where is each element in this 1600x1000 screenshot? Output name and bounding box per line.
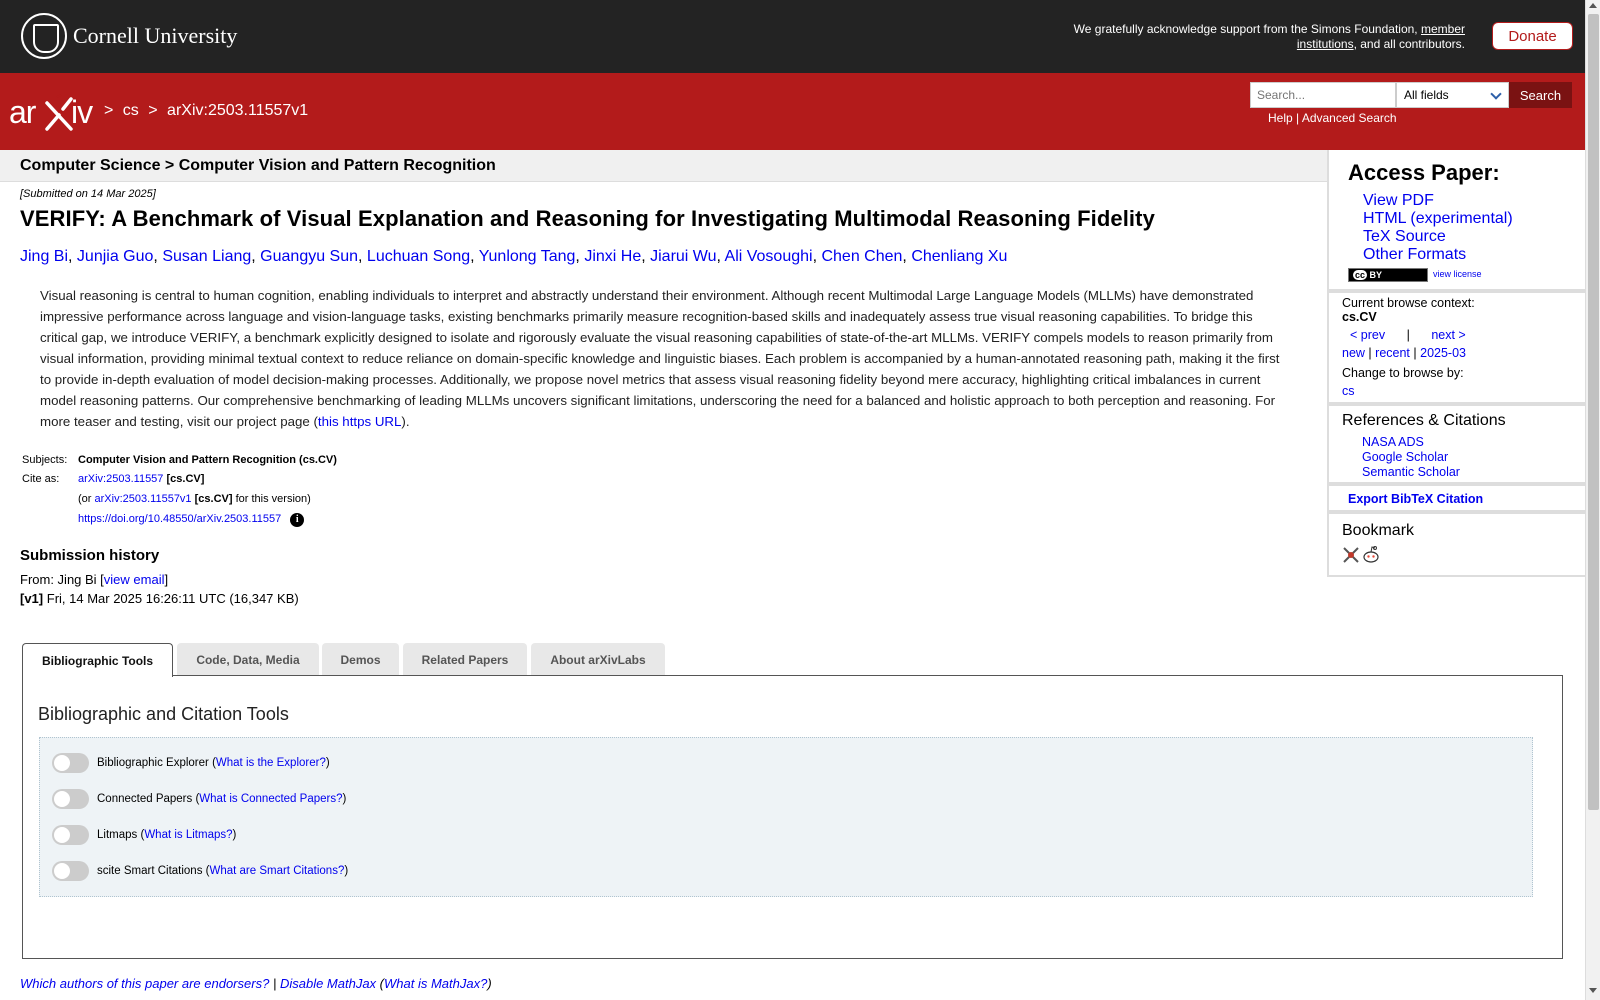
- doi: [78, 513, 304, 527]
- toggle-switch[interactable]: [52, 789, 89, 809]
- tool-help-link[interactable]: What are Smart Citations?: [209, 865, 345, 877]
- new-link[interactable]: new: [1342, 346, 1365, 360]
- cite-label: Cite as:: [22, 473, 60, 485]
- view-email-link[interactable]: view email: [103, 572, 165, 587]
- search-field-select[interactable]: [1396, 82, 1509, 108]
- nasa-ads-link[interactable]: NASA ADS: [1362, 435, 1424, 449]
- reddit-icon[interactable]: [1362, 545, 1380, 565]
- html-experimental-link[interactable]: HTML (experimental): [1363, 210, 1513, 227]
- search-field-value: All fields: [1404, 88, 1449, 102]
- version-tag: [v1]: [20, 591, 44, 606]
- search-input[interactable]: [1250, 82, 1396, 108]
- tool-help-link[interactable]: What is Litmaps?: [144, 829, 233, 841]
- browse-cs-link[interactable]: cs: [1342, 384, 1355, 398]
- cc-by: BY: [1369, 270, 1383, 280]
- tab-code-data-media[interactable]: Code, Data, Media: [177, 643, 319, 676]
- project-page-link[interactable]: this https URL: [317, 414, 402, 429]
- author-link[interactable]: Jing Bi: [20, 248, 69, 265]
- sep: |: [1368, 346, 1372, 360]
- bookmark-section: [1329, 514, 1585, 577]
- scroll-up-icon[interactable]: [1589, 3, 1597, 8]
- recent-link[interactable]: recent: [1375, 346, 1410, 360]
- month-link[interactable]: 2025-03: [1420, 346, 1466, 360]
- tools-box: [39, 737, 1533, 897]
- author-link[interactable]: Susan Liang: [162, 248, 252, 265]
- paper-title: VERIFY: A Benchmark of Visual Explanation and Reasoning for Investigating Multimodal Reasoning Fidelity: [20, 206, 1155, 231]
- tool-row-scite: scite Smart Citations ( What are Smart Citations? ): [52, 861, 348, 881]
- bibsonomy-icon[interactable]: [1342, 546, 1360, 564]
- tool-label: Litmaps: [97, 829, 138, 841]
- category-path: Computer Science > Computer Vision and Pattern Recognition: [20, 157, 496, 174]
- version-v1: [20, 591, 299, 606]
- cite-version-link[interactable]: arXiv:2503.11557v1: [94, 493, 192, 505]
- tool-label: Bibliographic Explorer: [97, 757, 209, 769]
- submission-from: [20, 572, 168, 587]
- tab-panel: [22, 675, 1563, 959]
- bookmark-title: Bookmark: [1342, 522, 1415, 539]
- doi-link[interactable]: https://doi.org/10.48550/arXiv.2503.11557: [78, 513, 282, 525]
- cornell-logo[interactable]: [21, 13, 237, 59]
- breadcrumb-cs[interactable]: cs: [122, 102, 139, 119]
- prev-next-row: [1350, 328, 1466, 342]
- references-links: [1362, 435, 1460, 480]
- prev-next-sep: |: [1406, 328, 1410, 342]
- abstract-text: Visual reasoning is central to human cognition, enabling individuals to interpret and abstractly understand their environment. Although recent Multimodal Large Language Models (MLLMs) have demonstrated impressive performance across language and vision-language tasks, existing benchmarks primarily measure recognition-based skills and inadequately assess true visual reasoning capabilities. To bridge this critical gap, we introduce VERIFY, a benchmark explicitly designed to isolate and rigorously evaluate the visual reasoning capabilities of state-of-the-art MLLMs. VERIFY compels models to reason primarily from visual information, providing minimal textual context to reduce reliance on domain-specific knowledge and linguistic biases. Each problem is accompanied by a human-annotated reasoning path, making it the first to provide in-depth evaluation of model decision-making processes. Additionally, we propose novel metrics that assess visual reasoning fidelity beyond mere accuracy, highlighting critical imbalances in current model reasoning patterns. Our comprehensive benchmarking of leading MLLMs uncovers significant limitations, underscoring the need for a balanced and holistic approach to both perception and reasoning. For more teaser and testing, visit our project page (: [40, 288, 1280, 429]
- cite-version-category: [cs.CV]: [194, 493, 233, 505]
- view-license-link[interactable]: view license: [1433, 269, 1482, 279]
- help-link[interactable]: Help: [1268, 111, 1293, 125]
- author-list: Jing Bi, Junjia Guo, Susan Liang, Guangyu Sun, Luchuan Song, Yunlong Tang, Jinxi He, Jiarui Wu, Ali Vosoughi, Chen Chen, Chenliang Xu: [20, 248, 1008, 265]
- access-links: [1363, 192, 1513, 264]
- endorsers-link[interactable]: Which authors of this paper are endorsers?: [20, 976, 270, 991]
- browse-context-value: cs.CV: [1342, 310, 1377, 324]
- cc-license-icon[interactable]: [1348, 268, 1428, 282]
- new-recent-row: [1342, 346, 1466, 360]
- footer-links: Which authors of this paper are endorsers? | Disable MathJax (What is MathJax?): [20, 976, 492, 991]
- author-link[interactable]: Jinxi He: [584, 248, 642, 265]
- cite-value: [78, 473, 204, 485]
- search-button[interactable]: Search: [1509, 82, 1572, 108]
- subjects-label: Subjects:: [22, 454, 68, 466]
- toggle-switch[interactable]: [52, 825, 89, 845]
- from-suffix: ]: [164, 572, 169, 587]
- breadcrumb-sep: >: [148, 102, 158, 119]
- change-browse-label: Change to browse by:: [1342, 366, 1464, 380]
- tex-source-link[interactable]: TeX Source: [1363, 228, 1446, 245]
- chevron-down-icon: [1490, 88, 1501, 99]
- footer-sep: |: [272, 976, 277, 991]
- tool-help-link[interactable]: What is Connected Papers?: [199, 793, 343, 805]
- author-link[interactable]: Chenliang Xu: [911, 248, 1008, 265]
- member-institutions-link[interactable]: member institutions: [1296, 22, 1465, 51]
- cite-version: [78, 493, 311, 505]
- tool-row-connected-papers: Connected Papers ( What is Connected Papers? ): [52, 789, 346, 809]
- tab-bibliographic-tools[interactable]: Bibliographic Tools: [22, 643, 173, 677]
- cite-id-link[interactable]: arXiv:2503.11557: [78, 473, 164, 485]
- svg-text:ar: ar: [9, 94, 36, 130]
- donate-button[interactable]: Donate: [1492, 22, 1573, 50]
- svg-text:iv: iv: [71, 94, 93, 130]
- next-link[interactable]: next >: [1431, 328, 1466, 342]
- panel-title: Bibliographic and Citation Tools: [38, 704, 289, 724]
- author-link[interactable]: Yunlong Tang: [478, 248, 576, 265]
- author-link[interactable]: Luchuan Song: [366, 248, 471, 265]
- sep: |: [1413, 346, 1417, 360]
- author-link[interactable]: Jiarui Wu: [650, 248, 717, 265]
- export-section: [1329, 486, 1585, 514]
- breadcrumb: [104, 102, 313, 120]
- tool-help-link[interactable]: What is the Explorer?: [215, 757, 326, 769]
- other-formats-link[interactable]: Other Formats: [1363, 246, 1467, 263]
- breadcrumb-sep: >: [104, 102, 114, 119]
- arxiv-logo-icon[interactable]: [9, 93, 101, 135]
- support-text: [1045, 22, 1465, 52]
- references-section: [1329, 406, 1585, 486]
- tool-label: Connected Papers: [97, 793, 193, 805]
- arxiv-header: [0, 73, 1585, 150]
- prev-link[interactable]: < prev: [1350, 328, 1386, 342]
- advanced-search-link[interactable]: Advanced Search: [1301, 111, 1397, 125]
- scrollbar-thumb[interactable]: [1588, 14, 1599, 810]
- author-link[interactable]: Chen Chen: [821, 248, 903, 265]
- tool-row-bibliographic-explorer: Bibliographic Explorer ( What is the Explorer? ): [52, 753, 330, 773]
- tab-about-arxivlabs[interactable]: About arXivLabs: [531, 643, 665, 676]
- support-text-2: , and all contributors.: [1353, 37, 1465, 51]
- sidebar: [1327, 150, 1585, 577]
- author-link[interactable]: Ali Vosoughi: [724, 248, 813, 265]
- tool-row-litmaps: Litmaps ( What is Litmaps? ): [52, 825, 236, 845]
- what-is-mathjax-link[interactable]: What is MathJax?: [384, 976, 488, 991]
- author-link[interactable]: Junjia Guo: [76, 248, 154, 265]
- scroll-down-icon[interactable]: [1589, 988, 1597, 993]
- submission-history-title: Submission history: [20, 547, 160, 564]
- browse-context-label: Current browse context:: [1342, 296, 1475, 310]
- help-separator: |: [1296, 111, 1300, 125]
- access-paper-section: [1329, 150, 1585, 293]
- abstract-end: ).: [401, 414, 410, 429]
- support-text-1: We gratefully acknowledge support from the Simons Foundation,: [1073, 22, 1418, 36]
- author-link[interactable]: Guangyu Sun: [260, 248, 359, 265]
- browse-context-section: [1329, 293, 1585, 406]
- disable-mathjax-link[interactable]: Disable MathJax: [279, 976, 377, 991]
- breadcrumb-paper-id: arXiv:2503.11557v1: [167, 102, 309, 119]
- export-bibtex-link[interactable]: Export BibTeX Citation: [1348, 492, 1484, 506]
- abstract: [40, 285, 1285, 432]
- help-links: [1268, 111, 1397, 125]
- version-date: Fri, 14 Mar 2025 16:26:11 UTC (16,347 KB): [46, 591, 299, 606]
- cc-label: cc: [1355, 270, 1366, 280]
- tab-related-papers[interactable]: Related Papers: [403, 643, 527, 676]
- tab-demos[interactable]: Demos: [322, 643, 399, 676]
- from-prefix: From: Jing Bi [: [20, 572, 104, 587]
- google-scholar-link[interactable]: Google Scholar: [1362, 450, 1449, 464]
- cite-version-suffix: for this version): [235, 493, 311, 505]
- toggle-switch[interactable]: [52, 753, 89, 773]
- toggle-switch[interactable]: [52, 861, 89, 881]
- tool-label: scite Smart Citations: [97, 865, 203, 877]
- info-icon[interactable]: i: [290, 513, 304, 527]
- cornell-name: Cornell University: [73, 23, 238, 48]
- top-bar: [0, 0, 1585, 73]
- cite-or: (or: [78, 493, 92, 505]
- category-header: [0, 150, 1327, 182]
- access-paper-title: Access Paper:: [1348, 160, 1500, 185]
- references-title: References & Citations: [1342, 412, 1506, 429]
- subjects-value: Computer Vision and Pattern Recognition (cs.CV): [78, 454, 337, 466]
- cite-category: [cs.CV]: [166, 473, 205, 485]
- cornell-seal-icon: [21, 13, 67, 59]
- submitted-date: [Submitted on 14 Mar 2025]: [20, 188, 156, 200]
- view-pdf-link[interactable]: View PDF: [1363, 192, 1434, 209]
- scrollbar[interactable]: [1585, 0, 1600, 1000]
- semantic-scholar-link[interactable]: Semantic Scholar: [1362, 465, 1460, 479]
